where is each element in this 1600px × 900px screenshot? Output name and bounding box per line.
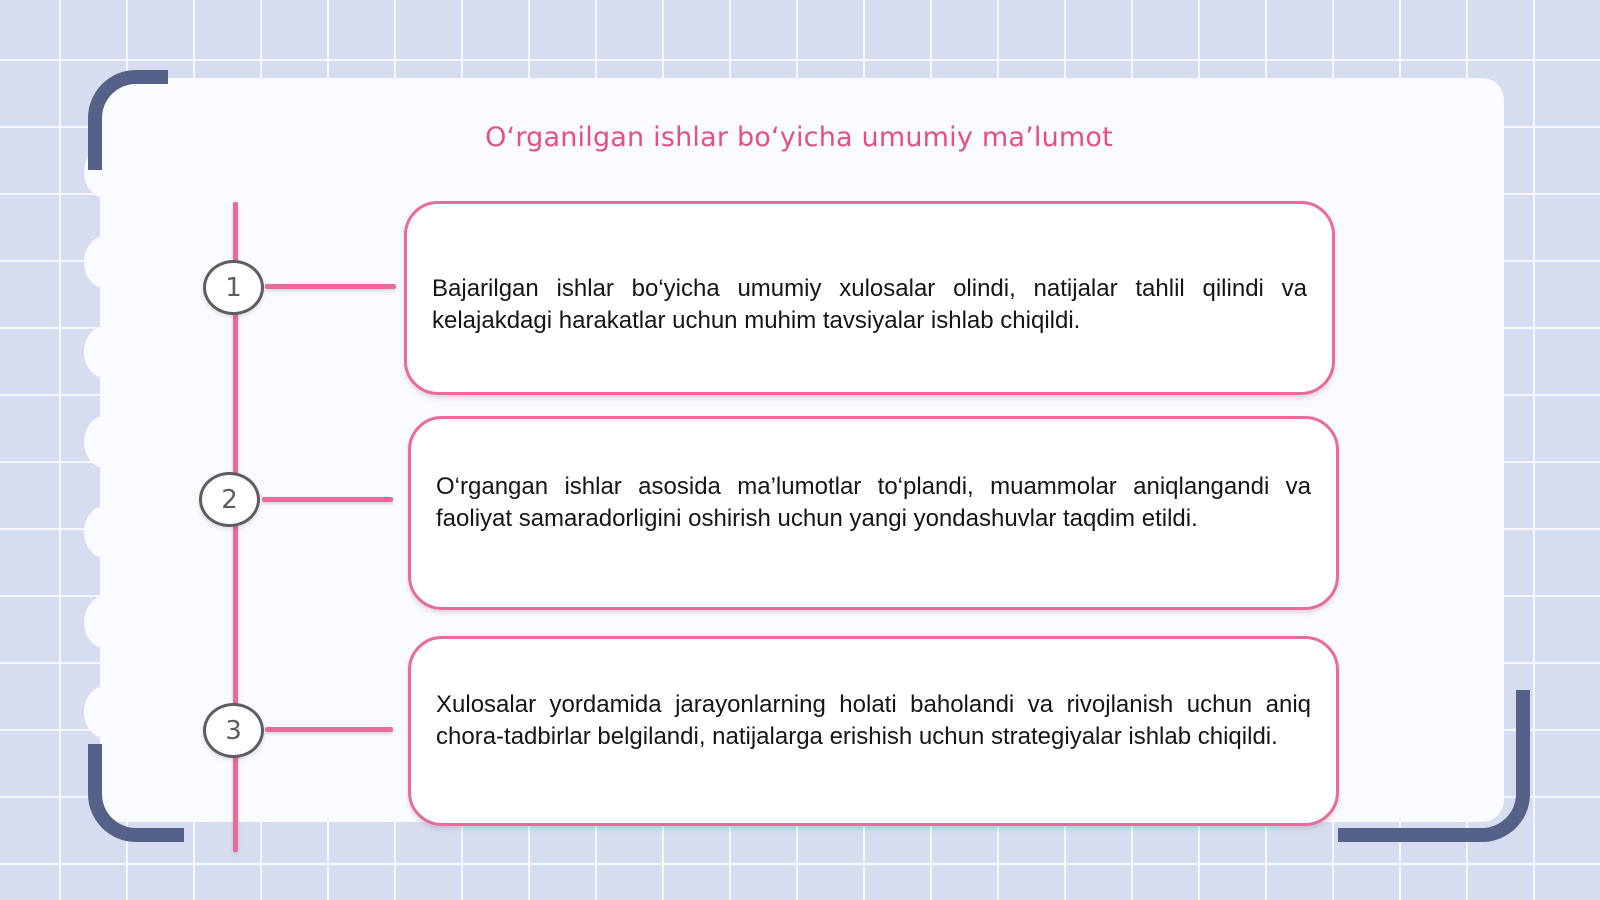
step-connector <box>262 497 393 502</box>
step-number-1: 1 <box>203 260 264 315</box>
step-card-1 <box>404 201 1335 395</box>
corner-bracket-top-left <box>88 70 168 170</box>
step-card-3 <box>408 636 1339 826</box>
corner-bracket-bottom-right <box>1338 690 1530 842</box>
step-card-text: O‘rgangan ishlar asosida ma’lumotlar to‘plandi, muammolar aniqlangandi va faoliyat samaradorligini oshirish uchun yangi yondashuvlar taqdim etildi. <box>436 473 1311 532</box>
slide-title <box>0 122 1600 153</box>
paper-scallop <box>84 596 126 648</box>
slide-title-text: O‘rganilgan ishlar bo‘yicha umumiy ma’lumot <box>485 122 1113 153</box>
paper-scallop <box>84 686 126 738</box>
step-card-2 <box>408 416 1339 610</box>
step-number-2: 2 <box>199 472 260 527</box>
step-connector <box>265 284 396 289</box>
paper-scallop <box>84 506 126 558</box>
paper-scallop <box>84 416 126 468</box>
step-card-text: Bajarilgan ishlar bo‘yicha umumiy xulosalar olindi, natijalar tahlil qilindi va kelajakdagi harakatlar uchun muhim tavsiyalar ishlab chiqildi. <box>432 275 1307 334</box>
paper-scallop <box>84 326 126 378</box>
step-connector <box>265 727 393 732</box>
step-card-text: Xulosalar yordamida jarayonlarning holati baholandi va rivojlanish uchun aniq chora-tadbirlar belgilandi, natijalarga erishish uchun strategiyalar ishlab chiqildi. <box>436 691 1311 750</box>
step-number-3: 3 <box>203 703 264 758</box>
paper-scallop <box>84 236 126 288</box>
corner-bracket-bottom-left <box>88 744 184 842</box>
